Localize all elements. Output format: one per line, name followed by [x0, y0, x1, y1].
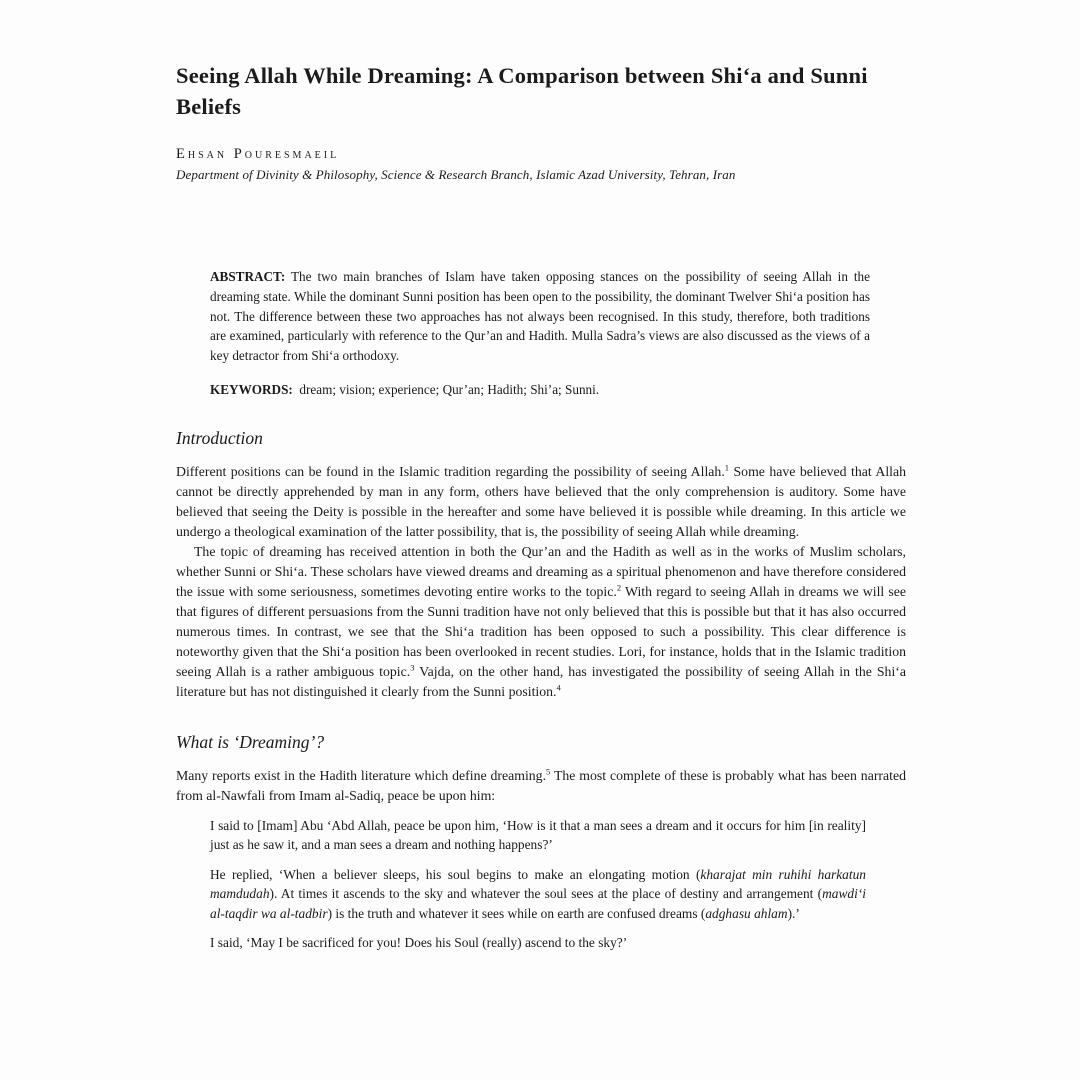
paragraph-text: Vajda, on the other hand, has investigated the possibility of seeing Allah in the Shi‘a literature but has not distinguished it clearly from the Sunni position.: [176, 663, 906, 699]
quote-text: ) is the truth and whatever it sees while on earth are confused dreams (: [327, 905, 706, 921]
quote-text: ). At times it ascends to the sky and whatever the soul sees at the place of destiny and arrangement (: [269, 886, 823, 902]
quote-text: ).’: [787, 905, 800, 921]
transliteration-term: mawdi‘i al-taqdir wa al-tadbir: [210, 886, 866, 921]
transliteration-term: adghasu ahlam: [705, 905, 788, 921]
dreaming-paragraph-1: [176, 766, 906, 806]
quote-paragraph-1: I said to [Imam] Abu ‘Abd Allah, peace be upon him, ‘How is it that a man sees a dream and it occurs for him [in reality] just as he saw it, and a man sees a dream and nothing happens?’: [210, 817, 866, 853]
footnote-ref-5: 5: [546, 766, 551, 777]
paragraph-text: Different positions can be found in the Islamic tradition regarding the possibility of seeing Allah.: [176, 463, 725, 479]
footnote-ref-2: 2: [616, 582, 622, 593]
footnote-ref-1: 1: [724, 462, 730, 473]
author-affiliation: Department of Divinity & Philosophy, Science & Research Branch, Islamic Azad University, Tehran, Iran: [176, 167, 736, 182]
intro-paragraph-1: [176, 462, 906, 542]
paper-content-column: [176, 0, 906, 953]
article-title: Seeing Allah While Dreaming: A Comparison between Shi‘a and Sunni Beliefs: [176, 63, 868, 119]
paragraph-text: Some have believed that Allah cannot be directly apprehended by man in any form, others have believed that the only comprehension is auditory. Some have believed that seeing the Deity is possible in the hereafter and some have believed it is possible while dreaming. In this article we undergo a theological examination of the latter possibility, that is, the possibility of seeing Allah while dreaming.: [176, 463, 907, 539]
keywords-line: [210, 382, 870, 398]
paragraph-text: The most complete of these is probably what has been narrated from al-Nawfali from Imam al-Sadiq, peace be upon him:: [176, 767, 906, 803]
keywords-label: KEYWORDS:: [210, 381, 293, 397]
keywords-text: dream; vision; experience; Qur’an; Hadith; Shi’a; Sunni.: [299, 381, 600, 397]
paragraph-text: The topic of dreaming has received attention in both the Qur’an and the Hadith as well as in the works of Muslim scholars, whether Sunni or Shi‘a. These scholars have viewed dreams and dreaming as a spiritual phenomenon and have therefore considered the issue with some seriousness, sometimes devoting entire works to the topic.: [176, 543, 906, 599]
section-heading-introduction: Introduction: [176, 427, 263, 448]
paragraph-text: Many reports exist in the Hadith literature which define dreaming.: [176, 767, 547, 783]
abstract-text: The two main branches of Islam have taken opposing stances on the possibility of seeing Allah in the dreaming state. While the dominant Sunni position has been open to the possibility, the dominant Twelver Shi‘a position has not. The difference between these two approaches has not always been recognised. In this study, therefore, both traditions are examined, particularly with reference to the Qur’an and Hadith. Mulla Sadra’s views are also discussed as the views of a key detractor from Shi‘a orthodoxy.: [210, 269, 870, 364]
quote-text: He replied, ‘When a believer sleeps, his soul begins to make an elongating motion (: [210, 866, 701, 882]
footnote-ref-4: 4: [556, 682, 561, 693]
footnote-ref-3: 3: [410, 662, 415, 673]
paragraph-text: With regard to seeing Allah in dreams we will see that figures of different persuasions from the Sunni tradition have not only believed that this is possible but that it has also occurred numerous times. In contrast, we see that the Shi‘a tradition has been opposed to such a possibility. This clear difference is noteworthy given that the Shi‘a position has been overlooked in recent studies. Lori, for instance, holds that in the Islamic tradition seeing Allah is a rather ambiguous topic.: [176, 583, 907, 679]
transliteration-term: kharajat min ruhihi harkatun mamdudah: [210, 866, 866, 902]
quote-paragraph-3: I said, ‘May I be sacrificed for you! Does his Soul (really) ascend to the sky?’: [210, 935, 628, 951]
abstract-paragraph: [210, 267, 870, 366]
section-heading-what-is-dreaming: What is ‘Dreaming’?: [176, 731, 325, 752]
quote-paragraph-2: [210, 865, 866, 924]
intro-paragraph-2: [176, 542, 906, 702]
abstract-label: ABSTRACT:: [210, 269, 286, 284]
author-name: Ehsan Pouresmaeil: [176, 146, 340, 162]
